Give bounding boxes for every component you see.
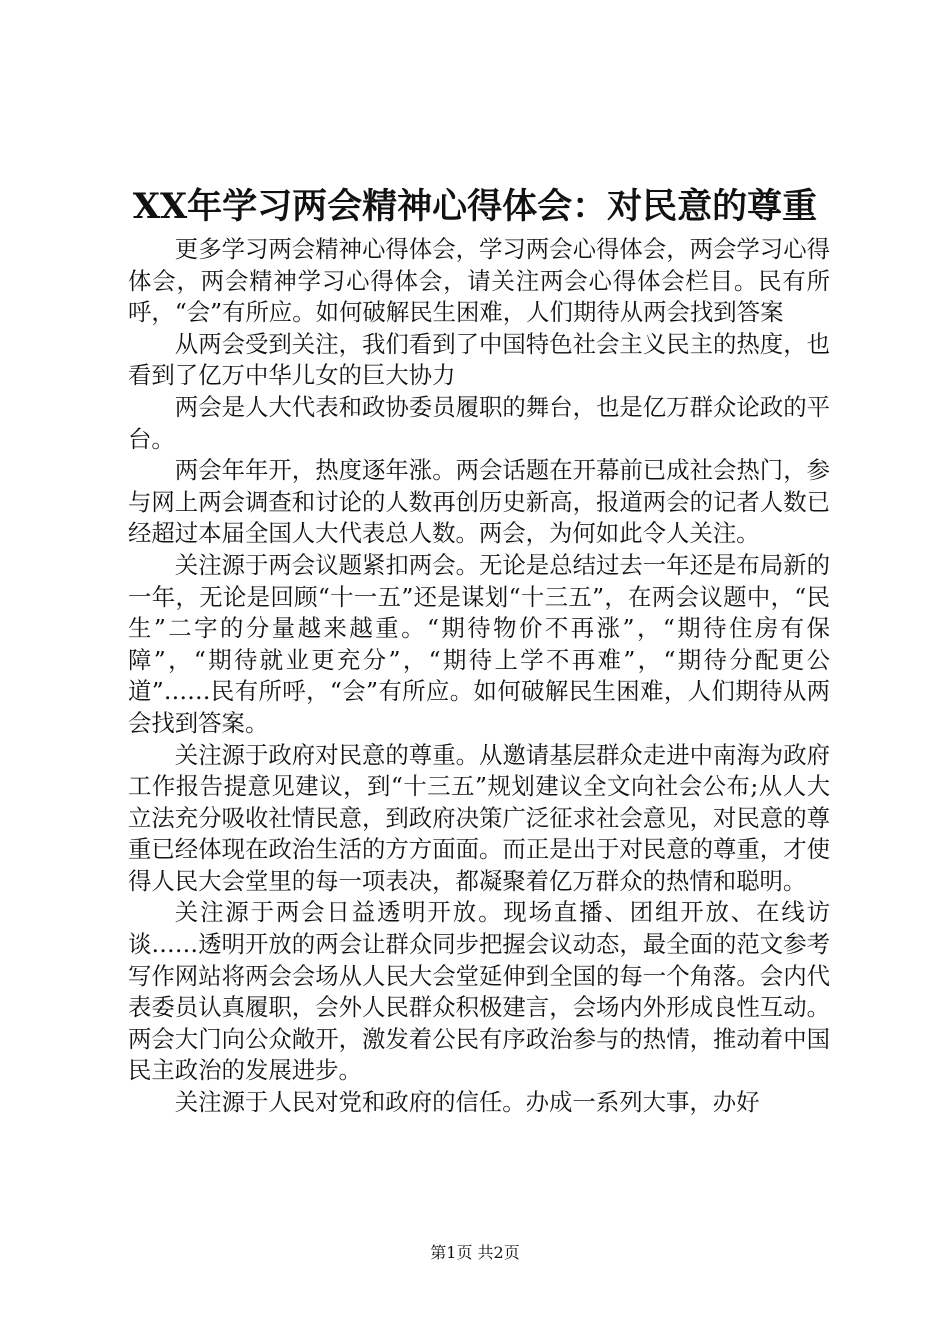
page-footer: 第1页 共2页 bbox=[430, 1243, 520, 1262]
paragraph: 关注源于两会议题紧扣两会。无论是总结过去一年还是布局新的一年，无论是回顾“十一五”还是谋划“十三五”，在两会议题中，“民生”二字的分量越来越重。“期待物价不再涨”，“期待住房有保障”，“期待就业更充分”，“期待上学不再难”，“期待分配更公道”……民有所呼，“会”有所应。如何破解民生困难，人们期待从两会找到答案。 bbox=[128, 550, 830, 737]
paragraph: 关注源于人民对党和政府的信任。办成一系列大事，办好 bbox=[174, 1088, 760, 1117]
paragraph: 两会年年开，热度逐年涨。两会话题在开幕前已成社会热门，参与网上两会调查和讨论的人数再创历史新高，报道两会的记者人数已经超过本届全国人大代表总人数。两会，为何如此令人关注。 bbox=[128, 456, 830, 548]
document-title: XX年学习两会精神心得体会：对民意的尊重 bbox=[132, 186, 818, 227]
paragraph: 两会是人大代表和政协委员履职的舞台，也是亿万群众论政的平台。 bbox=[128, 392, 830, 453]
document-body bbox=[128, 234, 830, 1119]
paragraph: 从两会受到关注，我们看到了中国特色社会主义民主的热度，也看到了亿万中华儿女的巨大协力 bbox=[128, 329, 830, 390]
paragraph: 更多学习两会精神心得体会，学习两会心得体会，两会学习心得体会，两会精神学习心得体会，请关注两会心得体会栏目。民有所呼，“会”有所应。如何破解民生困难，人们期待从两会找到答案 bbox=[128, 235, 830, 327]
paragraph: 关注源于政府对民意的尊重。从邀请基层群众走进中南海为政府工作报告提意见建议，到“十三五”规划建议全文向社会公布;从人大立法充分吸收社情民意，到政府决策广泛征求社会意见，对民意的尊重已经体现在政治生活的方方面面。而正是出于对民意的尊重，才使得人民大会堂里的每一项表决，都凝聚着亿万群众的热情和聪明。 bbox=[128, 740, 830, 895]
paragraph: 关注源于两会日益透明开放。现场直播、团组开放、在线访谈……透明开放的两会让群众同步把握会议动态，最全面的范文参考写作网站将两会会场从人民大会堂延伸到全国的每一个角落。会内代表委员认真履职，会外人民群众积极建言，会场内外形成良性互动。两会大门向公众敞开，激发着公民有序政治参与的热情，推动着中国民主政治的发展进步。 bbox=[128, 898, 830, 1085]
